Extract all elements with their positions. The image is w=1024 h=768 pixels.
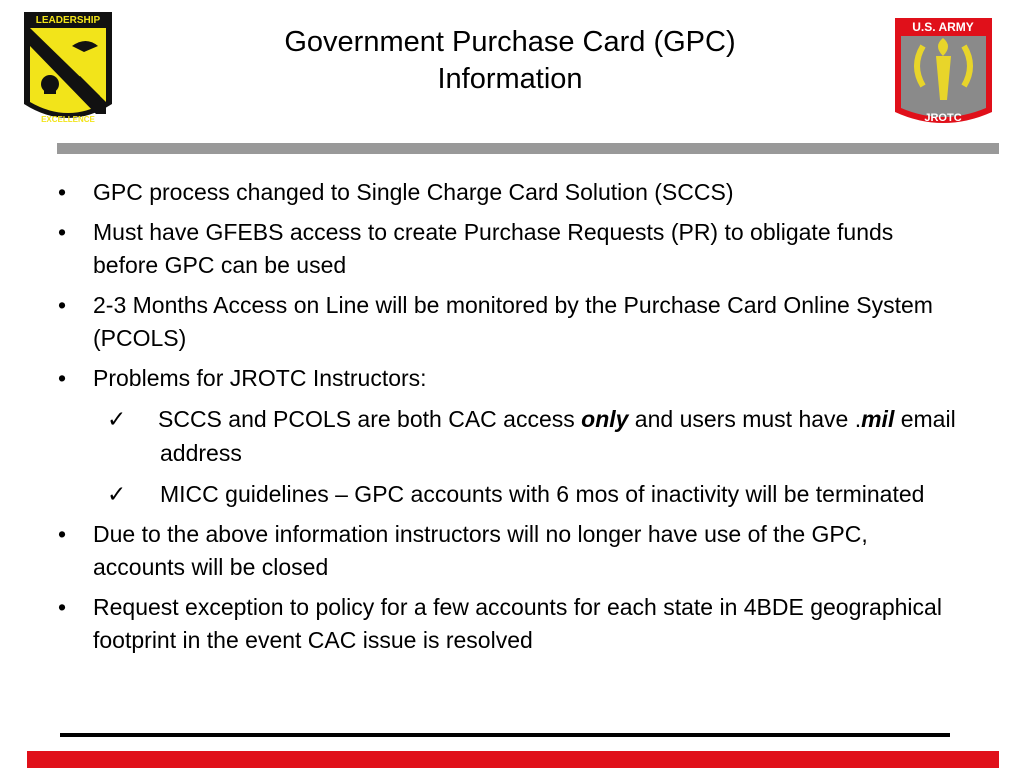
checklist-item — [0, 477, 970, 511]
bullet-marker: • — [58, 292, 67, 318]
logo-left-top-text: LEADERSHIP — [35, 15, 101, 26]
bullet-item — [0, 289, 953, 355]
bullet-text: Due to the above information instructors will no longer have use of the GPC, accounts will be closed — [93, 521, 868, 580]
title-line-1: Government Purchase Card (GPC) — [284, 26, 736, 58]
bullet-text: Request exception to policy for a few accounts for each state in 4BDE geographical footprint in the event CAC issue is resolved — [93, 594, 942, 653]
checklist-text-a: SCCS and PCOLS are both CAC access — [158, 406, 582, 432]
top-gray-rule — [57, 143, 999, 154]
slide-body — [0, 176, 1024, 664]
checkmark-icon: ✓ — [107, 481, 127, 507]
leadership-excellence-logo — [22, 10, 114, 132]
us-army-jrotc-logo — [893, 16, 994, 132]
logo-right-top-text: U.S. ARMY — [912, 20, 974, 34]
bullet-item — [0, 362, 953, 395]
checklist-text-b: and users must have . — [628, 406, 862, 432]
bottom-black-rule — [60, 733, 950, 737]
bullet-marker: • — [58, 521, 67, 547]
bullet-text: GPC process changed to Single Charge Card Solution (SCCS) — [93, 179, 734, 205]
bullet-text: Problems for JROTC Instructors: — [93, 365, 427, 391]
bullet-item — [0, 176, 953, 209]
checkmark-icon: ✓ — [107, 406, 127, 432]
bottom-red-bar — [27, 751, 999, 768]
bullet-text: 2-3 Months Access on Line will be monitored by the Purchase Card Online System (PCOLS) — [93, 292, 933, 351]
bullet-item — [0, 591, 953, 657]
emphasis-mil: mil — [861, 406, 895, 432]
checklist-text: MICC guidelines – GPC accounts with 6 mos of inactivity will be terminated — [160, 481, 925, 507]
bullet-item — [0, 518, 953, 584]
title-line-2: Information — [437, 63, 583, 95]
bullet-marker: • — [58, 594, 67, 620]
checklist-item — [0, 402, 970, 470]
checklist-text-c: email address — [160, 406, 956, 466]
logo-left-bottom-text: EXCELLENCE — [41, 115, 95, 124]
bullet-item — [0, 216, 953, 282]
logo-right-bottom-text: JROTC — [924, 112, 962, 124]
bullet-marker: • — [58, 219, 67, 245]
bullet-text: Must have GFEBS access to create Purchase Requests (PR) to obligate funds before GPC can be used — [93, 219, 894, 278]
emphasis-only: only — [581, 406, 629, 432]
bullet-marker: • — [58, 179, 67, 205]
page-title — [190, 24, 830, 98]
bullet-marker: • — [58, 365, 67, 391]
